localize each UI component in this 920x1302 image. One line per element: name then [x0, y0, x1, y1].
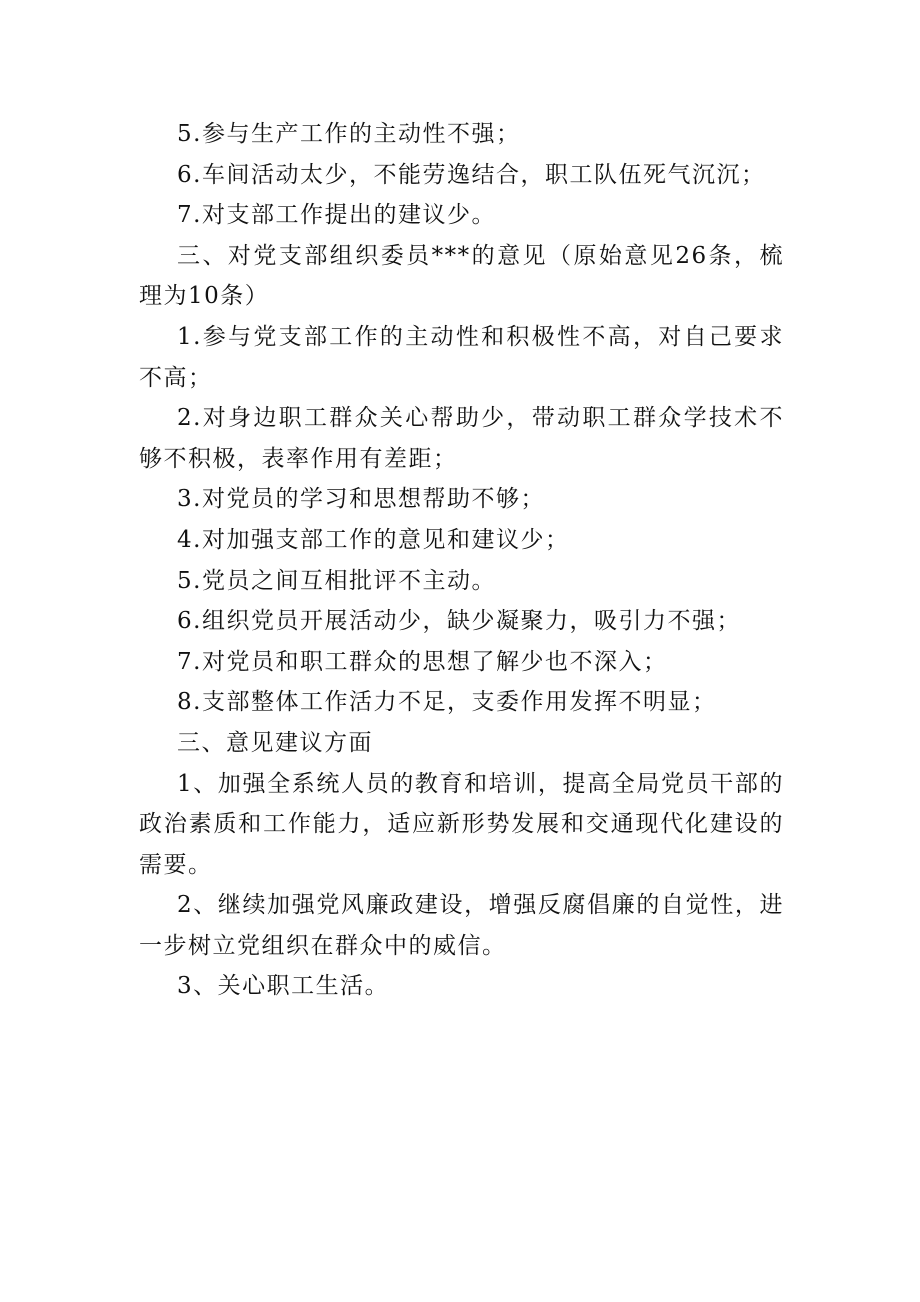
opinion-item-1: 1.参与党支部工作的主动性和积极性不高，对自己要求不高； [139, 323, 784, 391]
paragraph-item-5: 5.参与生产工作的主动性不强； [177, 121, 521, 147]
opinion-item-8: 8.支部整体工作活力不足，支委作用发挥不明显； [177, 689, 717, 716]
opinion-item-4: 4.对加强支部工作的意见和建议少； [177, 526, 570, 553]
opinion-item-3: 3.对党员的学习和思想帮助不够； [177, 486, 545, 513]
section-heading-organization-member: 三、对党支部组织委员***的意见（原始意见26条，梳理为10条） [139, 242, 784, 310]
suggestion-item-3: 3、关心职工生活。 [177, 973, 390, 1000]
section-heading-suggestions: 三、意见建议方面 [177, 729, 373, 756]
paragraph-item-7: 7.对支部工作提出的建议少。 [177, 202, 496, 229]
document-body [139, 114, 784, 1007]
opinion-item-2: 2.对身边职工群众关心帮助少，带动职工群众学技术不够不积极，表率作用有差距； [139, 405, 784, 472]
suggestion-item-2: 2、继续加强党风廉政建设，增强反腐倡廉的自觉性，进一步树立党组织在群众中的威信。 [139, 892, 784, 959]
opinion-item-7: 7.对党员和职工群众的思想了解少也不深入； [177, 648, 668, 675]
opinion-item-6: 6.组织党员开展活动少，缺少凝聚力，吸引力不强； [177, 608, 741, 635]
suggestion-item-1: 1、加强全系统人员的教育和培训，提高全局党员干部的政治素质和工作能力，适应新形势发展和交通现代化建设的需要。 [139, 770, 784, 878]
paragraph-item-6: 6.车间活动太少，不能劳逸结合，职工队伍死气沉沉； [177, 161, 766, 188]
opinion-item-5: 5.党员之间互相批评不主动。 [177, 567, 496, 594]
